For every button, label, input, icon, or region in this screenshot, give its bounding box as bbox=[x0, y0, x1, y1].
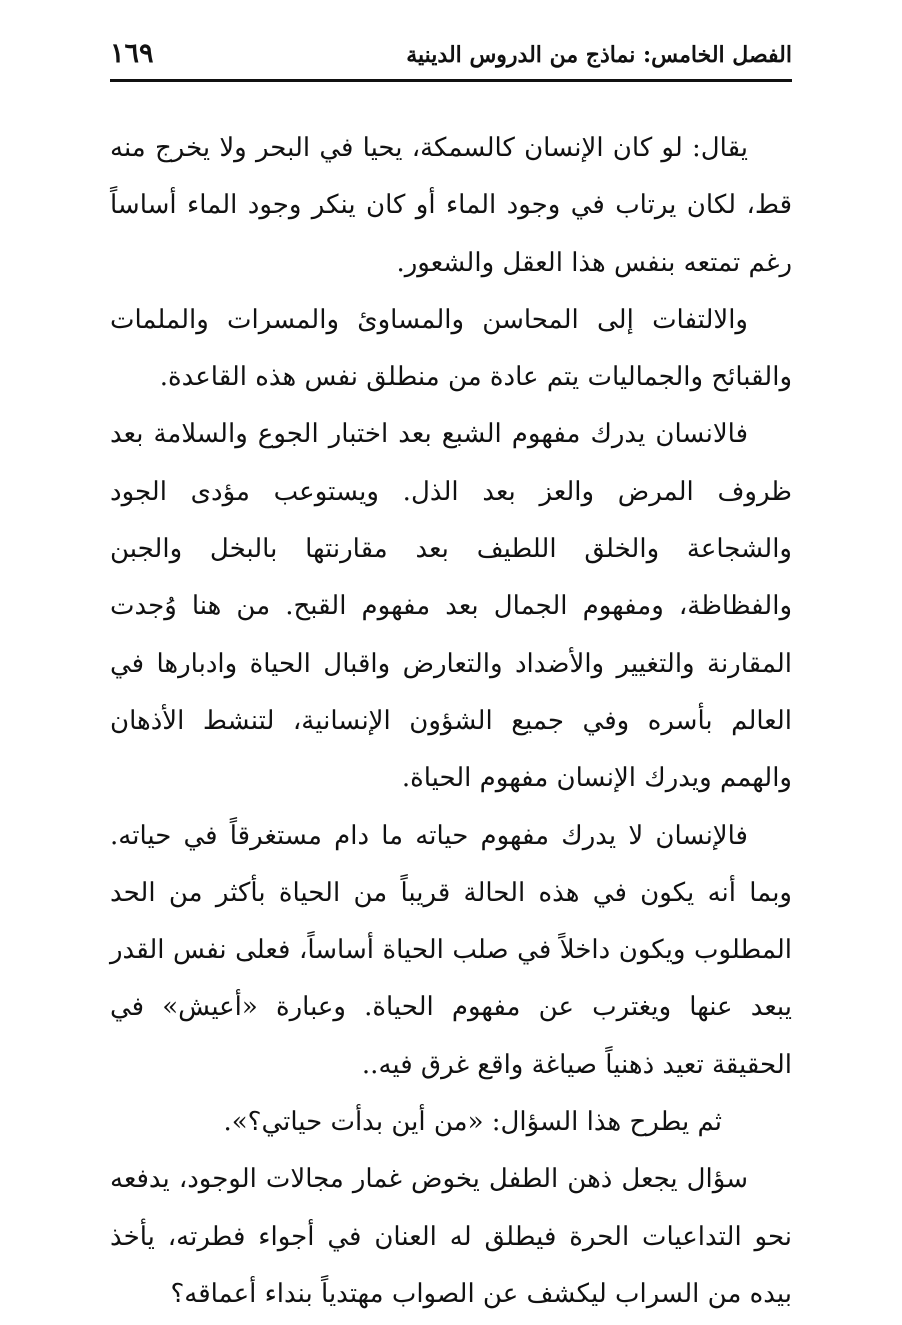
running-header bbox=[110, 38, 792, 82]
paragraph-question: ثم يطرح هذا السؤال: «من أين بدأت حياتي؟». bbox=[223, 1107, 722, 1138]
paragraph-child-mind: سؤال يجعل ذهن الطفل يخوض غمار مجالات الوجود، يدفعه نحو التداعيات الحرة فيطلق له العنان في أجواء فطرته، يأخذ بيده من السراب ليكشف عن الصواب مهتدياً بنداء أعماقه؟ bbox=[110, 1164, 792, 1309]
body-text bbox=[110, 120, 792, 1323]
header-rule bbox=[110, 79, 792, 82]
chapter-title: الفصل الخامس: نماذج من الدروس الدينية bbox=[406, 42, 792, 68]
paragraph-attention: والالتفات إلى المحاسن والمساوئ والمسرات والملمات والقبائح والجماليات يتم عادة من منطلق نفس هذه القاعدة. bbox=[110, 304, 792, 393]
page-number: ١٦٩ bbox=[110, 38, 154, 69]
paragraph-immersion: فالإنسان لا يدرك مفهوم حياته ما دام مستغرقاً في حياته. وبما أنه يكون في هذه الحالة قريباً من الحياة بأكثر من الحد المطلوب ويكون داخلاً في صلب الحياة أساساً، فعلى نفس القدر يبعد عنها ويغترب عن مفهوم الحياة. وعبارة «أعيش» في الحقيقة تعيد ذهنياً صياغة واقع غرق فيه.. bbox=[110, 820, 792, 1080]
paragraph-fish-analogy: يقال: لو كان الإنسان كالسمكة، يحيا في البحر ولا يخرج منه قط، لكان يرتاب في وجود الماء أو كان ينكر وجود الماء أساساً رغم تمتعه بنفس هذا العقل والشعور. bbox=[110, 133, 792, 278]
paragraph-opposites: فالانسان يدرك مفهوم الشبع بعد اختبار الجوع والسلامة بعد ظروف المرض والعز بعد الذل. ويستوعب مؤدى الجود والشجاعة والخلق اللطيف بعد مقارنتها بالبخل والجبن والفظاظة، ومفهوم الجمال بعد مفهوم القبح. من هنا وُجدت المقارنة والتغيير والأضداد والتعارض واقبال الحياة وادبارها في العالم بأسره وفي جميع الشؤون الإنسانية، لتنشط الأذهان والهمم ويدرك الإنسان مفهوم الحياة. bbox=[110, 419, 792, 794]
